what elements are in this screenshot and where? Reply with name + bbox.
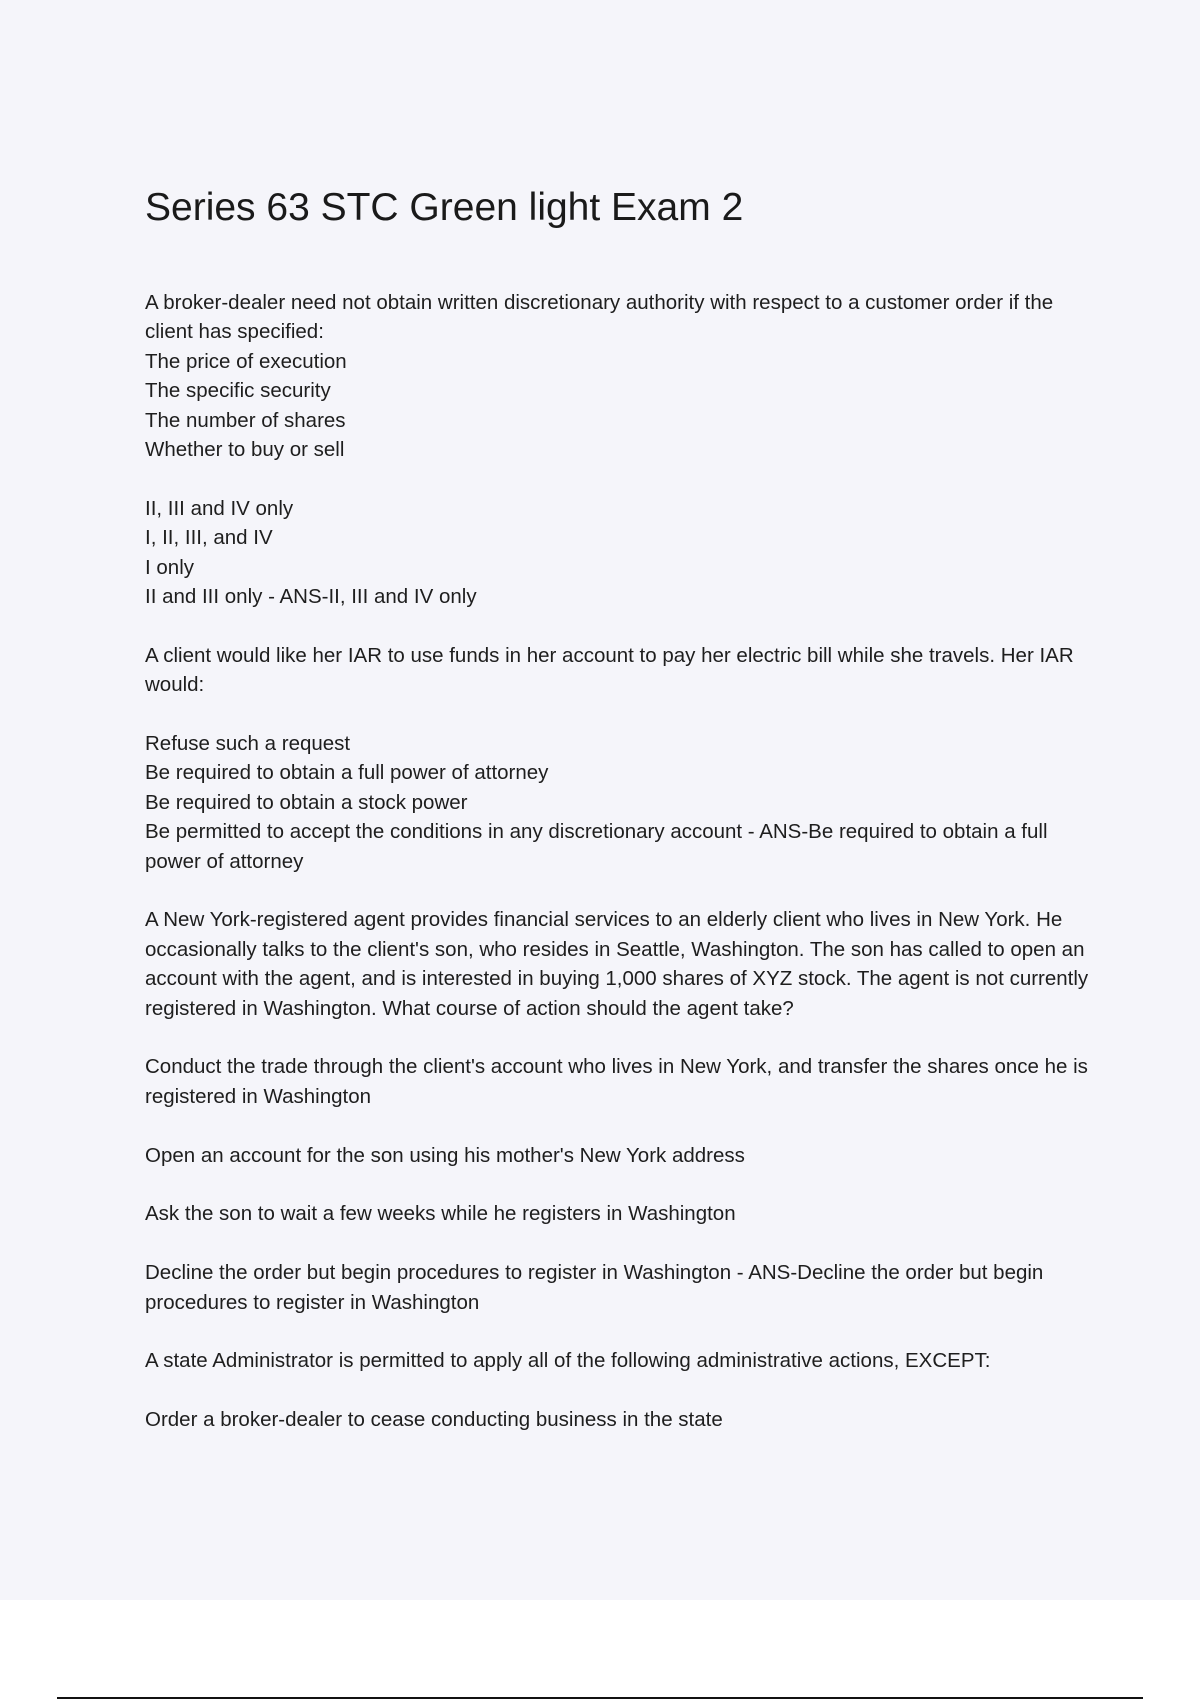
text-line: The price of execution	[145, 349, 347, 373]
text-line: The specific security	[145, 379, 331, 403]
text-line: Refuse such a request	[145, 732, 351, 756]
question-2-options	[145, 729, 1095, 876]
text-line: I, II, III, and IV	[145, 526, 273, 550]
question-3-option-3	[145, 1199, 1095, 1228]
text-line: II, III and IV only	[145, 496, 294, 520]
question-4-text	[145, 1346, 1095, 1375]
text-line: A New York-registered agent provides financial services to an elderly client who lives in New York. He occasionally talks to the client's son, who resides in Seattle, Washington. The son has called to open an account with the agent, and is interested in buying 1,000 shares of XYZ stock. The agent is not currently registered in Washington. What course of action should the agent take?	[145, 908, 1089, 1020]
question-3-text	[145, 905, 1095, 1023]
text-line: A broker-dealer need not obtain written discretionary authority with respect to a customer order if the client has specified:	[145, 291, 1054, 344]
text-line: A state Administrator is permitted to apply all of the following administrative actions, EXCEPT:	[145, 1349, 991, 1373]
question-3-option-2	[145, 1141, 1095, 1170]
text-line: II and III only - ANS-II, III and IV only	[145, 585, 477, 609]
text-line: Be permitted to accept the conditions in any discretionary account - ANS-Be required to obtain a full power of attorney	[145, 820, 1048, 873]
question-1-options	[145, 494, 1095, 612]
question-3-option-4	[145, 1258, 1095, 1317]
text-line: Conduct the trade through the client's account who lives in New York, and transfer the shares once he is registered in Washington	[145, 1055, 1088, 1108]
question-4-option-1	[145, 1405, 1095, 1434]
page-title: Series 63 STC Green light Exam 2	[145, 186, 744, 229]
question-2-text	[145, 641, 1095, 700]
text-line: Order a broker-dealer to cease conducting business in the state	[145, 1408, 723, 1432]
text-line: Decline the order but begin procedures to register in Washington - ANS-Decline the order but begin procedures to register in Washington	[145, 1261, 1044, 1314]
question-3-option-1	[145, 1052, 1095, 1111]
text-line: The number of shares	[145, 408, 346, 432]
question-1-text	[145, 288, 1095, 464]
footer-divider	[57, 1697, 1143, 1699]
text-line: A client would like her IAR to use funds in her account to pay her electric bill while she travels. Her IAR would:	[145, 643, 1074, 697]
text-line: Whether to buy or sell	[145, 438, 345, 462]
document-content	[145, 182, 1095, 1464]
text-line: Be required to obtain a full power of attorney	[145, 761, 549, 785]
text-line: Be required to obtain a stock power	[145, 790, 468, 814]
text-line: I only	[145, 555, 194, 579]
text-line: Open an account for the son using his mother's New York address	[145, 1143, 745, 1167]
text-line: Ask the son to wait a few weeks while he registers in Washington	[145, 1202, 736, 1226]
